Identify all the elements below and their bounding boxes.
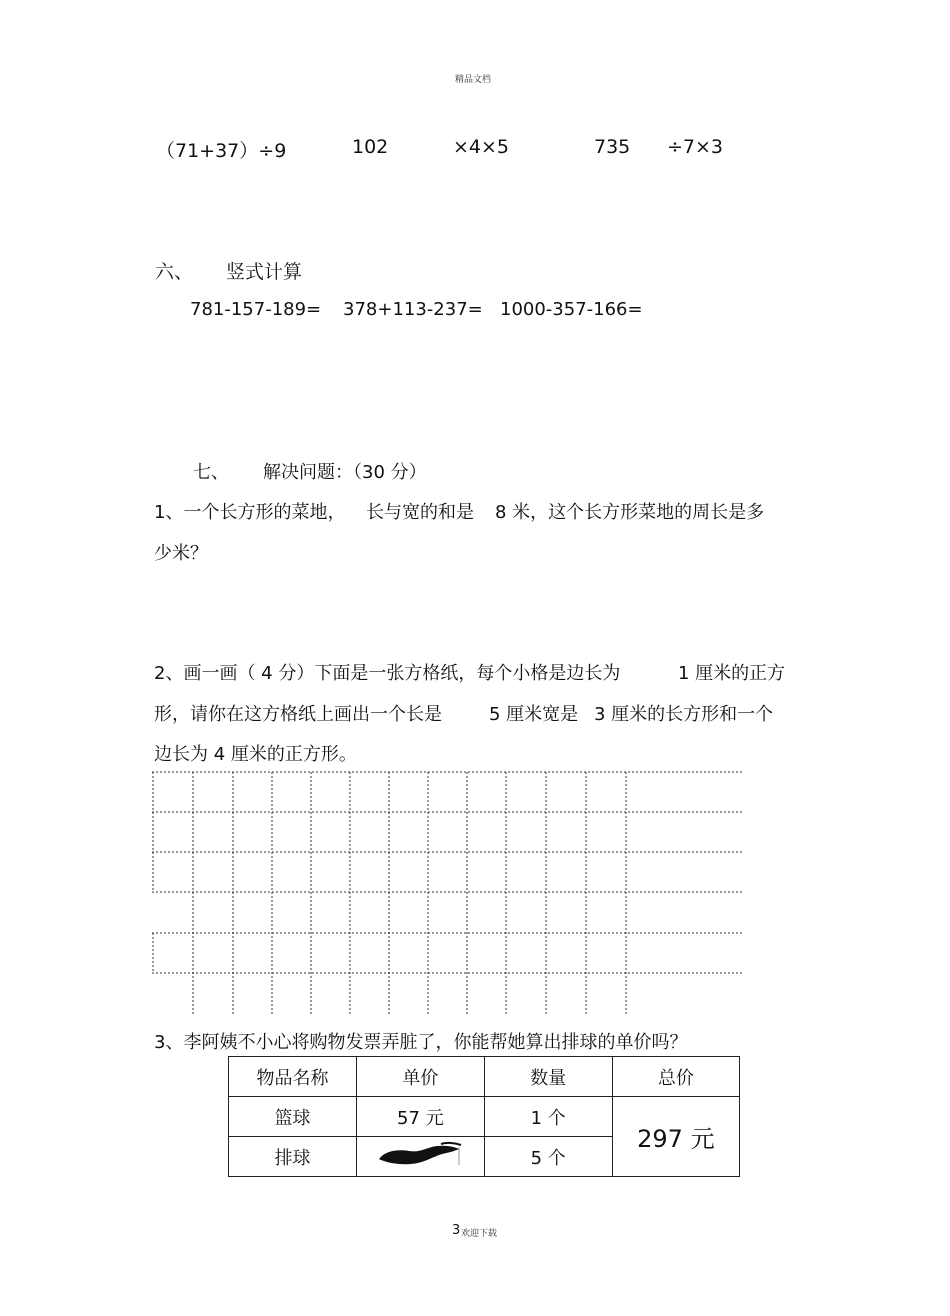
item-name-basketball: 篮球 — [229, 1097, 357, 1137]
unit-price-volleyball-smudged — [357, 1137, 485, 1177]
q2-text-line2-part1: 形，请你在这方格纸上画出一个长是 — [154, 704, 442, 725]
ink-smudge-icon — [375, 1141, 465, 1167]
quantity-basketball: 1 个 — [484, 1097, 612, 1137]
q1-text-part1: 1、一个长方形的菜地， — [154, 502, 346, 523]
unit-price-basketball: 57 元 — [357, 1097, 485, 1137]
grid-paper[interactable] — [152, 771, 744, 1015]
item-name-volleyball: 排球 — [229, 1137, 357, 1177]
q3-text: 3、李阿姨不小心将购物发票弄脏了，你能帮她算出排球的单价吗？ — [154, 1032, 688, 1053]
section6-title: 竖式计算 — [226, 261, 303, 283]
q2-text-line3: 边长为 4 厘米的正方形。 — [154, 744, 357, 765]
invoice-table — [228, 1056, 740, 1177]
q2-text-part2: 1 厘米的正方 — [678, 663, 786, 684]
q1-text-line2: 少米？ — [154, 543, 208, 564]
q2-text-line2-part3: 3 厘米的长方形和一个 — [594, 704, 774, 725]
header-unit-price: 单价 — [357, 1057, 485, 1097]
header-quantity: 数量 — [484, 1057, 612, 1097]
q2-text-part1: 2、画一画（ 4 分）下面是一张方格纸，每个小格是边长为 — [154, 663, 621, 684]
vertical-calc-2: 378+113-237= — [343, 299, 483, 320]
quantity-volleyball: 5 个 — [484, 1137, 612, 1177]
vertical-calc-3: 1000-357-166= — [500, 299, 643, 320]
table-header-row — [229, 1057, 740, 1097]
expression-2a: 102 — [352, 136, 389, 158]
total-price: 297 元 — [612, 1097, 739, 1177]
page-footer: 欢迎下载 — [461, 1229, 498, 1239]
q1-text-part3: 8 米，这个长方形菜地的周长是多 — [495, 502, 765, 523]
q2-text-line2-part2: 5 厘米宽是 — [489, 704, 579, 725]
header-total: 总价 — [612, 1057, 739, 1097]
section6-number: 六、 — [155, 261, 194, 283]
vertical-calc-1: 781-157-189= — [190, 299, 322, 320]
q1-text-part2: 长与宽的和是 — [366, 502, 474, 523]
header-item-name: 物品名称 — [229, 1057, 357, 1097]
section7-number: 七、 — [193, 462, 229, 483]
section7-title: 解决问题：（30 分） — [263, 462, 427, 483]
page-header: 精品文档 — [455, 75, 492, 85]
expression-3a: 735 — [594, 136, 631, 158]
expression-2b: ×4×5 — [453, 136, 510, 158]
table-row — [229, 1097, 740, 1137]
expression-1: （71+37）÷9 — [156, 140, 287, 162]
expression-3b: ÷7×3 — [667, 136, 724, 158]
page-number: 3 — [452, 1223, 461, 1238]
